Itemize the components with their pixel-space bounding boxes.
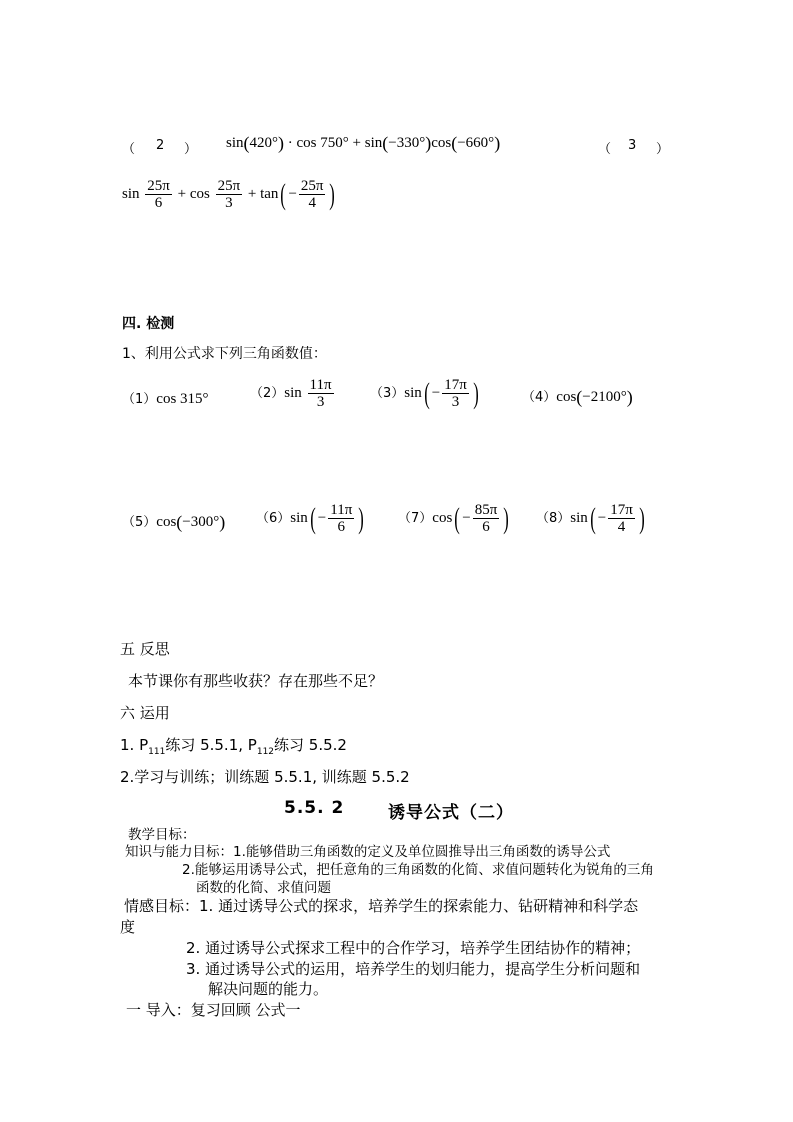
fn-tan: tan bbox=[260, 185, 279, 202]
denominator: 6 bbox=[482, 519, 490, 535]
problem-label: （1） bbox=[122, 392, 157, 407]
problem-label: （6） bbox=[256, 510, 291, 526]
fraction bbox=[608, 502, 635, 535]
angle: −2100° bbox=[582, 389, 627, 405]
teaching-goals-label: 教学目标： bbox=[128, 827, 196, 843]
numerator: 17π bbox=[444, 377, 467, 393]
fn-sin: sin bbox=[226, 134, 244, 151]
fn-sin: sin bbox=[364, 134, 383, 151]
fn-sin: sin bbox=[284, 384, 302, 401]
problem-5: （5）cos(−300°) bbox=[122, 512, 226, 533]
fn-cos-term: cos 750° bbox=[296, 134, 349, 151]
problem-4: （4）cos(−2100°) bbox=[522, 387, 633, 408]
fn-cos: cos bbox=[189, 185, 210, 202]
lesson-title-number: 5.5. 2 bbox=[284, 798, 345, 818]
numerator: 17π bbox=[610, 502, 633, 518]
text-segment: 练习 5.5.1, P bbox=[165, 736, 257, 754]
denominator: 6 bbox=[154, 195, 163, 211]
problem-label: （5） bbox=[122, 515, 157, 530]
plus-operator: + bbox=[352, 134, 361, 151]
denominator: 6 bbox=[337, 519, 346, 535]
angle: −300° bbox=[182, 514, 220, 530]
exercise-2-label-close: ） bbox=[184, 142, 198, 157]
fn-sin: sin bbox=[122, 185, 140, 202]
text-segment: 练习 5.5.2 bbox=[274, 736, 347, 754]
exercise-3-label-num: 3 bbox=[628, 138, 637, 153]
problem-label: （2） bbox=[250, 385, 285, 401]
section-5-heading: 五 反思 bbox=[120, 640, 170, 658]
numerator: 11π bbox=[330, 502, 353, 518]
numerator: 11π bbox=[309, 377, 332, 393]
page-subscript: 112 bbox=[256, 747, 275, 757]
section-5-text: 本节课你有那些收获？存在那些不足？ bbox=[128, 672, 384, 690]
section-6-heading: 六 运用 bbox=[120, 704, 170, 722]
fraction bbox=[216, 178, 243, 211]
fraction bbox=[308, 377, 334, 410]
emotion-goal-2: 2. 通过诱导公式探求工程中的合作学习，培养学生团结协作的精神； bbox=[186, 939, 641, 957]
fn-sin: sin bbox=[290, 509, 308, 526]
numerator: 85π bbox=[474, 502, 498, 518]
exercise-2-label-num: 2 bbox=[156, 138, 165, 153]
angle: −660° bbox=[457, 134, 495, 151]
fraction bbox=[299, 178, 326, 211]
problem-6: （6）sin( − $\frac{11\pi}{6}$ ) bbox=[256, 501, 365, 535]
numerator: 25π bbox=[217, 178, 241, 194]
emotion-goal-1b: 度 bbox=[120, 918, 136, 936]
intro-line: 一 导入：复习回顾 公式一 bbox=[126, 1001, 301, 1019]
problem-label: （4） bbox=[522, 390, 557, 405]
denominator: 4 bbox=[617, 519, 626, 535]
fraction bbox=[442, 377, 469, 410]
numerator: 25π bbox=[147, 178, 170, 194]
problem-7: （7）cos( − $\frac{85\pi}{6}$ ) bbox=[398, 501, 510, 535]
minus-operator: − bbox=[597, 509, 607, 526]
exercise-2-label-open: （ bbox=[122, 142, 136, 157]
knowledge-goal-2b: 函数的化简、求值问题 bbox=[196, 880, 331, 896]
fn-cos: cos bbox=[431, 134, 452, 151]
text-segment: 1. P bbox=[120, 736, 149, 754]
problem-1 bbox=[122, 388, 209, 408]
fn-sin: sin bbox=[570, 509, 588, 526]
plus-operator: + bbox=[247, 185, 257, 202]
lesson-title-text: 诱导公式（二） bbox=[388, 803, 514, 823]
section-4-question-1: 1、利用公式求下列三角函数值： bbox=[122, 346, 327, 362]
numerator: 25π bbox=[300, 178, 324, 194]
denominator: 4 bbox=[308, 195, 316, 211]
exercise-3-label-open: （ bbox=[598, 142, 612, 157]
minus-operator: − bbox=[317, 509, 327, 526]
fraction bbox=[145, 178, 172, 211]
denominator: 3 bbox=[451, 394, 460, 410]
problem-label: （8） bbox=[536, 510, 571, 526]
fn-sin: sin bbox=[404, 384, 422, 401]
minus-operator: − bbox=[431, 384, 441, 401]
dot-operator: · bbox=[287, 134, 293, 151]
fraction bbox=[328, 502, 354, 535]
fraction bbox=[473, 502, 500, 535]
section-4-heading: 四. 检测 bbox=[122, 316, 175, 332]
minus-operator: − bbox=[288, 185, 297, 202]
exercise-3-label-close: ） bbox=[656, 142, 670, 157]
angle: 420° bbox=[249, 134, 279, 151]
plus-operator: + bbox=[177, 185, 187, 202]
problem-label: （3） bbox=[370, 385, 405, 401]
exercise-3-expression: sin $\frac{25\pi}{6}$ + cos $\frac{25\pi}{3}$ + tan( − $\frac{25\pi}{4}$ ) bbox=[122, 177, 336, 211]
knowledge-goal-1: 知识与能力目标：1.能够借助三角函数的定义及单位圆推导出三角函数的诱导公式 bbox=[125, 844, 611, 860]
fn-cos: cos bbox=[556, 389, 577, 405]
problem-label: （7） bbox=[398, 510, 433, 526]
angle: −330° bbox=[388, 134, 426, 151]
fn-cos: cos bbox=[156, 514, 177, 530]
emotion-goal-3a: 3. 通过诱导公式的运用，培养学生的划归能力，提高学生分析问题和 bbox=[186, 960, 641, 978]
denominator: 3 bbox=[316, 394, 325, 410]
emotion-goal-3b: 解决问题的能力。 bbox=[208, 980, 329, 998]
minus-operator: − bbox=[462, 509, 471, 526]
fn-cos: cos bbox=[432, 509, 453, 526]
emotion-goal-1a: 情感目标：1. 通过诱导公式的探求，培养学生的探索能力、钻研精神和科学态 bbox=[124, 897, 639, 915]
exercise-2-expression: sin(420°) · cos 750° + sin(−330°)cos(−660°) bbox=[226, 133, 501, 153]
problem-8: （8）sin( − $\frac{17\pi}{4}$ ) bbox=[536, 501, 645, 535]
problem-3: （3）sin( − $\frac{17\pi}{3}$ ) bbox=[370, 376, 479, 410]
problem-2 bbox=[250, 377, 336, 410]
knowledge-goal-2a: 2.能够运用诱导公式，把任意角的三角函数的化简、求值问题转化为锐角的三角 bbox=[182, 862, 654, 878]
denominator: 3 bbox=[225, 195, 233, 211]
problem-expression: cos 315° bbox=[156, 391, 209, 407]
page-subscript: 111 bbox=[148, 747, 166, 757]
section-6-line-2: 2.学习与训练；训练题 5.5.1, 训练题 5.5.2 bbox=[120, 768, 410, 786]
section-6-line-1 bbox=[120, 734, 347, 757]
